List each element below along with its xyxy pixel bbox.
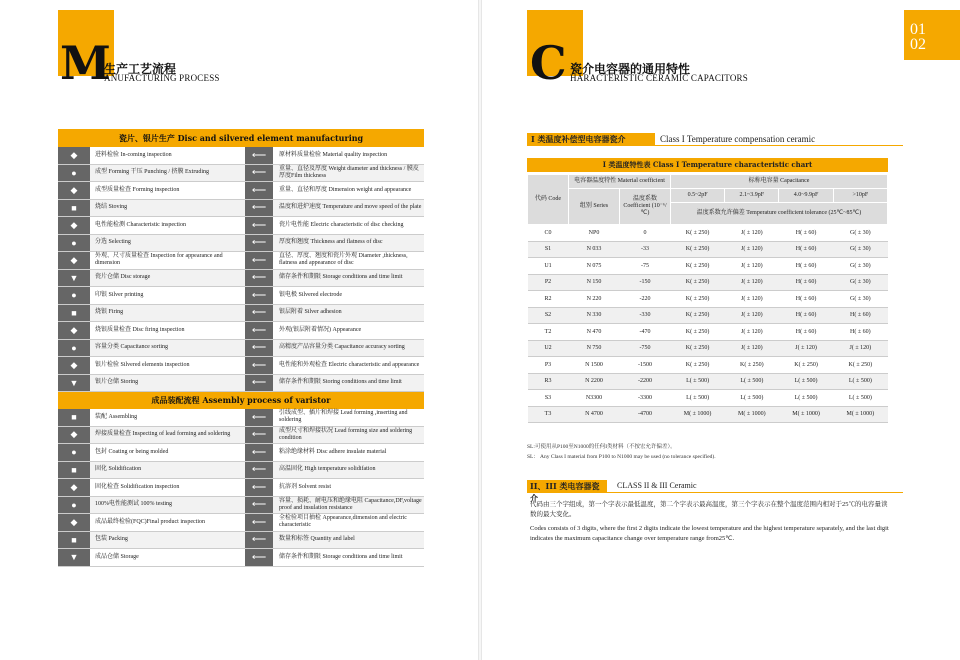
chart-cell: R2 [528, 291, 569, 308]
arrow-left-icon: ⟵ [245, 375, 273, 392]
process-row [58, 479, 424, 497]
chart-cell: H( ± 60) [833, 307, 887, 324]
chart-cell: C0 [528, 225, 569, 242]
chart-cell: J( ± 120) [725, 291, 779, 308]
chart-cell: S3 [528, 390, 569, 407]
chart-row [528, 225, 888, 242]
chart-cell: N 1500 [569, 357, 620, 374]
process-result: 重量、直径及厚度 Weight diameter and thickness / 膜皮厚度Film thickness [279, 165, 419, 179]
process-symbol-icon: ● [58, 340, 90, 357]
chart-row [528, 406, 888, 423]
process-result: 高温固化 High temperature solidifation [279, 466, 376, 473]
chart-cell: N 075 [569, 258, 620, 275]
class23-text-en: Codes consists of 3 digits, where the first 2 digits indicate the lowest temperature and the highest temperature separately, and the last digit indicates the maximum capacitance change over temperature range from25℃. [530, 525, 889, 542]
process-result: 成型尺寸和焊接状况 Lead forming size and soldering condition [279, 427, 413, 441]
col-coefficient: 温度系数 Coefficient (10⁻⁶/℃) [620, 189, 671, 225]
page-gutter [478, 0, 482, 660]
chart-cell: K( ± 250) [671, 241, 725, 258]
col-range-2: 2.1~3.9pF [725, 189, 779, 203]
arrow-left-icon: ⟵ [245, 357, 273, 374]
process-symbol-icon: ◆ [58, 147, 90, 164]
chart-cell: P2 [528, 274, 569, 291]
process-step: 包装 Packing [95, 536, 128, 543]
chart-title: I 类温度特性表 Class I Temperature characteristic chart [527, 158, 888, 172]
process-step: 分选 Selecting [95, 239, 131, 246]
process-symbol-icon: ▼ [58, 375, 90, 392]
arrow-left-icon: ⟵ [245, 252, 273, 269]
chart-cell: K( ± 250) [671, 340, 725, 357]
process-row [58, 147, 424, 165]
chart-cell: G( ± 30) [833, 258, 887, 275]
process-symbol-icon: ◆ [58, 252, 90, 269]
process-result: 容量、损耗、耐电压和绝缘电阻 Capacitance,DF,voltage proof and insulation resistance [279, 497, 422, 511]
left-initial-letter: M [60, 36, 111, 90]
chart-row [528, 324, 888, 341]
process-symbol-icon: ◆ [58, 357, 90, 374]
class23-text [530, 500, 890, 544]
process-symbol-icon: ■ [58, 462, 90, 479]
chart-cell: J( ± 120) [725, 324, 779, 341]
process-result: 电性能和外观检查 Electric characteristic and appearance [279, 361, 420, 368]
chart-row [528, 390, 888, 407]
process-symbol-icon: ◆ [58, 182, 90, 199]
process-row [58, 357, 424, 375]
page-number-1: 01 [910, 21, 926, 38]
process-result: 瓷片电性能 Electric characteristic of disc checking [279, 221, 404, 228]
chart-cell: L( ± 500) [725, 390, 779, 407]
col-tolerance: 温度系数允许偏差 Temperature coefficient tolerance (25℃~85℃) [671, 203, 888, 225]
chart-cell: N 033 [569, 241, 620, 258]
class23-heading: II、III 类电容器瓷介 [527, 480, 607, 492]
process-step: 印银 Silver printing [95, 291, 144, 298]
section1-title: 瓷片、银片生产 Disc and silvered element manufacturing [58, 129, 424, 147]
chart-row [528, 241, 888, 258]
class23-rule [527, 492, 903, 493]
process-row [58, 200, 424, 218]
chart-cell: L( ± 500) [671, 373, 725, 390]
chart-cell: L( ± 500) [779, 390, 833, 407]
process-row [58, 532, 424, 550]
process-result: 温度和进炉速度 Temperature and move speed of the plate [279, 204, 422, 211]
process-row [58, 514, 424, 532]
chart-cell: J( ± 120) [725, 258, 779, 275]
chart-cell: K( ± 250) [671, 357, 725, 374]
process-step: 烧银质量检查 Disc firing inspection [95, 326, 185, 333]
process-step: 银片检验 Silvered elements inspection [95, 361, 190, 368]
arrow-left-icon: ⟵ [245, 287, 273, 304]
process-symbol-icon: ● [58, 235, 90, 252]
process-row [58, 427, 424, 445]
process-step: 电性能检测 Characteristic inspection [95, 221, 186, 228]
process-result: 数量和标签 Quantity and label [279, 536, 355, 543]
arrow-left-icon: ⟵ [245, 322, 273, 339]
arrow-left-icon: ⟵ [245, 340, 273, 357]
chart-cell: G( ± 30) [833, 225, 887, 242]
arrow-left-icon: ⟵ [245, 532, 273, 549]
process-row [58, 462, 424, 480]
chart-cell: H( ± 60) [779, 307, 833, 324]
chart-cell: -150 [620, 274, 671, 291]
left-title-en: ANUFACTURING PROCESS [104, 73, 220, 83]
process-row [58, 409, 424, 427]
chart-cell: K( ± 250) [671, 291, 725, 308]
chart-cell: M( ± 1000) [671, 406, 725, 423]
chart-cell: T2 [528, 324, 569, 341]
class1-heading: I 类温度补偿型电容器瓷介 [527, 133, 655, 145]
chart-cell: L( ± 500) [671, 390, 725, 407]
chart-cell: -75 [620, 258, 671, 275]
col-capacitance: 标称电容量 Capacitance [671, 175, 888, 189]
chart-cell: L( ± 500) [833, 373, 887, 390]
process-table [58, 129, 424, 567]
class1-heading-en: Class I Temperature compensation ceramic [660, 134, 816, 144]
note-cn: SL:可使用从P100至N1000的任何I类材料（不按宏允许偏差）。 [527, 444, 676, 450]
chart-cell: P3 [528, 357, 569, 374]
chart-cell: L( ± 500) [833, 390, 887, 407]
class23-text-cn: 代码由三个字组成，第一个字表示最低温度，第二个字表示最高温度，第三个字表示在整个温度范围内相对于25℃的电容量读数的最大变化。 [530, 501, 888, 518]
chart-cell: H( ± 60) [833, 324, 887, 341]
right-title-en: HARACTERISTIC CERAMIC CAPACITORS [570, 73, 748, 83]
process-row [58, 322, 424, 340]
left-title-cn: 生产工艺流程 [104, 62, 177, 76]
chart-cell: -330 [620, 307, 671, 324]
page-number-block [904, 10, 960, 60]
chart-cell: U2 [528, 340, 569, 357]
process-result: 高精度产品容量分类 Capacitance accuracy sorting [279, 344, 405, 351]
chart-row [528, 373, 888, 390]
process-symbol-icon: ● [58, 287, 90, 304]
temperature-chart-table [527, 174, 888, 423]
process-row [58, 340, 424, 358]
chart-cell: K( ± 250) [671, 307, 725, 324]
chart-cell: J( ± 120) [725, 241, 779, 258]
chart-cell: K( ± 250) [671, 225, 725, 242]
chart-cell: H( ± 60) [779, 291, 833, 308]
process-result: 外观(银层附着情况) Appearance [279, 326, 362, 333]
chart-cell: J( ± 120) [725, 340, 779, 357]
chart-cell: J( ± 120) [833, 340, 887, 357]
chart-cell: H( ± 60) [779, 324, 833, 341]
note-en: SL： Any Class I material from P100 to N1000 may be used (no tolerance specified). [527, 454, 716, 460]
arrow-left-icon: ⟵ [245, 200, 273, 217]
arrow-left-icon: ⟵ [245, 147, 273, 164]
process-symbol-icon: ◆ [58, 322, 90, 339]
process-result: 储存条件和期限 Storing conditions and time limit [279, 379, 402, 386]
chart-row [528, 274, 888, 291]
process-row [58, 375, 424, 393]
process-step: 固化 Solidification [95, 466, 142, 473]
chart-cell: U1 [528, 258, 569, 275]
process-row [58, 305, 424, 323]
chart-cell: N 2200 [569, 373, 620, 390]
section2-rows [58, 409, 424, 567]
right-title-cn: 瓷介电容器的通用特性 [570, 62, 691, 76]
chart-cell: -2200 [620, 373, 671, 390]
process-result: 原材料质量检验 Material quality inspection [279, 151, 388, 158]
chart-cell: J( ± 120) [779, 340, 833, 357]
chart-cell: -3300 [620, 390, 671, 407]
section2-title: 成品装配流程 Assembly process of varistor [58, 392, 424, 409]
chart-cell: N 220 [569, 291, 620, 308]
chart-body [528, 225, 888, 423]
class23-heading-en: CLASS II & III Ceramic [617, 481, 697, 490]
process-step: 成型 Forming 干压 Punching / 挤膜 Extruding [95, 169, 210, 176]
chart-cell: H( ± 60) [779, 274, 833, 291]
chart-cell: NP0 [569, 225, 620, 242]
chart-cell: K( ± 250) [671, 324, 725, 341]
chart-row [528, 291, 888, 308]
chart-row [528, 357, 888, 374]
process-step: 容量分类 Capacitance sorting [95, 344, 168, 351]
process-symbol-icon: ◆ [58, 479, 90, 496]
chart-cell: -750 [620, 340, 671, 357]
arrow-left-icon: ⟵ [245, 444, 273, 461]
arrow-left-icon: ⟵ [245, 165, 273, 182]
arrow-left-icon: ⟵ [245, 549, 273, 566]
process-row [58, 549, 424, 567]
chart-row [528, 340, 888, 357]
process-symbol-icon: ■ [58, 305, 90, 322]
process-row [58, 165, 424, 183]
chart-row [528, 258, 888, 275]
arrow-left-icon: ⟵ [245, 479, 273, 496]
chart-cell: T3 [528, 406, 569, 423]
process-symbol-icon: ◆ [58, 514, 90, 531]
chart-cell: -470 [620, 324, 671, 341]
process-symbol-icon: ◆ [58, 217, 90, 234]
col-range-4: >10pF [833, 189, 887, 203]
arrow-left-icon: ⟵ [245, 182, 273, 199]
process-row [58, 217, 424, 235]
chart-cell: K( ± 250) [725, 357, 779, 374]
process-symbol-icon: ■ [58, 200, 90, 217]
chart-cell: J( ± 120) [725, 225, 779, 242]
chart-cell: S1 [528, 241, 569, 258]
chart-cell: N 750 [569, 340, 620, 357]
chart-cell: N 150 [569, 274, 620, 291]
chart-cell: N 4700 [569, 406, 620, 423]
process-row [58, 444, 424, 462]
chart-cell: -33 [620, 241, 671, 258]
chart-cell: N 470 [569, 324, 620, 341]
process-row [58, 270, 424, 288]
col-material: 电容器温度特性 Material coefficient [569, 175, 671, 189]
chart-cell: -1500 [620, 357, 671, 374]
chart-cell: 0 [620, 225, 671, 242]
chart-cell: L( ± 500) [779, 373, 833, 390]
class1-rule [527, 145, 903, 146]
process-step: 成品最终检验(FQC)Final product inspection [95, 518, 205, 525]
chart-cell: -220 [620, 291, 671, 308]
process-result: 重量、直径和厚度 Dimension weight and appearance [279, 186, 412, 193]
chart-cell: K( ± 250) [671, 258, 725, 275]
process-row [58, 252, 424, 270]
chart-cell: K( ± 250) [671, 274, 725, 291]
process-step: 外观、尺寸质量检查 Inspection for appearance and dimension [95, 253, 223, 267]
arrow-left-icon: ⟵ [245, 462, 273, 479]
process-result: 厚度和翘度 Thickness and flatness of disc [279, 239, 383, 246]
arrow-left-icon: ⟵ [245, 427, 273, 444]
chart-cell: H( ± 60) [779, 241, 833, 258]
chart-notes [527, 442, 887, 462]
process-result: 直径、厚度、翘度和瓷片外观 Diameter ,thickness, flatness and appearance of disc [279, 253, 408, 267]
process-result: 银层附着 Silver adhesion [279, 309, 342, 316]
chart-cell: G( ± 30) [833, 274, 887, 291]
process-step: 100%电性能测试 100% testing [95, 501, 172, 508]
right-initial-letter: C [530, 36, 567, 90]
process-result: 抗溶剂 Solvent resist [279, 483, 331, 490]
arrow-left-icon: ⟵ [245, 305, 273, 322]
chart-cell: G( ± 30) [833, 291, 887, 308]
arrow-left-icon: ⟵ [245, 235, 273, 252]
process-step: 成品仓储 Storage [95, 553, 139, 560]
chart-cell: J( ± 120) [725, 274, 779, 291]
chart-cell: -4700 [620, 406, 671, 423]
process-symbol-icon: ▼ [58, 270, 90, 287]
process-symbol-icon: ● [58, 444, 90, 461]
process-result: 储存条件和期限 Storage conditions and time limit [279, 274, 403, 281]
process-result: 全检验项目抽检 Appearance,dimension and electric characteristic [279, 515, 407, 529]
process-step: 焊接质量检查 Inspecting of lead forming and soldering [95, 431, 231, 438]
chart-cell: M( ± 1000) [833, 406, 887, 423]
col-range-1: 0.5~2pF [671, 189, 725, 203]
process-step: 固化检查 Solidification inspection [95, 483, 180, 490]
process-symbol-icon: ▼ [58, 549, 90, 566]
chart-cell: M( ± 1000) [725, 406, 779, 423]
process-step: 包封 Coating or being molded [95, 448, 169, 455]
process-step: 烧结 Stoving [95, 204, 128, 211]
process-step: 装配 Assembling [95, 413, 138, 420]
arrow-left-icon: ⟵ [245, 270, 273, 287]
section1-rows [58, 147, 424, 392]
chart-cell: K( ± 250) [779, 357, 833, 374]
process-row [58, 235, 424, 253]
chart-cell: N 330 [569, 307, 620, 324]
process-symbol-icon: ■ [58, 409, 90, 426]
chart-cell: M( ± 1000) [779, 406, 833, 423]
arrow-left-icon: ⟵ [245, 497, 273, 514]
process-result: 银电极 Silvered electrode [279, 291, 342, 298]
chart-cell: R3 [528, 373, 569, 390]
chart-cell: S2 [528, 307, 569, 324]
process-step: 烧银 Firing [95, 309, 124, 316]
arrow-left-icon: ⟵ [245, 217, 273, 234]
col-code: 代码 Code [528, 175, 569, 225]
process-row [58, 182, 424, 200]
chart-cell: J( ± 120) [725, 307, 779, 324]
process-symbol-icon: ● [58, 497, 90, 514]
process-step: 进料检验 In-coming inspection [95, 151, 172, 158]
process-result: 储存条件和期限 Storage conditions and time limit [279, 553, 403, 560]
chart-cell: N3300 [569, 390, 620, 407]
chart-cell: H( ± 60) [779, 225, 833, 242]
process-step: 成型质量检查 Forming inspection [95, 186, 180, 193]
process-result: 粘涂绝缘材料 Disc adhere insulate material [279, 448, 387, 455]
arrow-left-icon: ⟵ [245, 514, 273, 531]
chart-row [528, 307, 888, 324]
process-step: 瓷片仓储 Disc storage [95, 274, 151, 281]
process-symbol-icon: ◆ [58, 427, 90, 444]
process-row [58, 497, 424, 515]
process-step: 银片仓储 Storing [95, 379, 139, 386]
process-symbol-icon: ■ [58, 532, 90, 549]
process-symbol-icon: ● [58, 165, 90, 182]
chart-cell: K( ± 250) [833, 357, 887, 374]
arrow-left-icon: ⟵ [245, 409, 273, 426]
chart-cell: L( ± 500) [725, 373, 779, 390]
chart-cell: H( ± 60) [779, 258, 833, 275]
chart-cell: G( ± 30) [833, 241, 887, 258]
page-number-2: 02 [910, 36, 926, 53]
col-range-3: 4.0~9.9pF [779, 189, 833, 203]
col-series: 组别 Series [569, 189, 620, 225]
process-result: 引线成型、插片和焊接 Lead forming ,inserting and soldering [279, 410, 408, 424]
process-row [58, 287, 424, 305]
